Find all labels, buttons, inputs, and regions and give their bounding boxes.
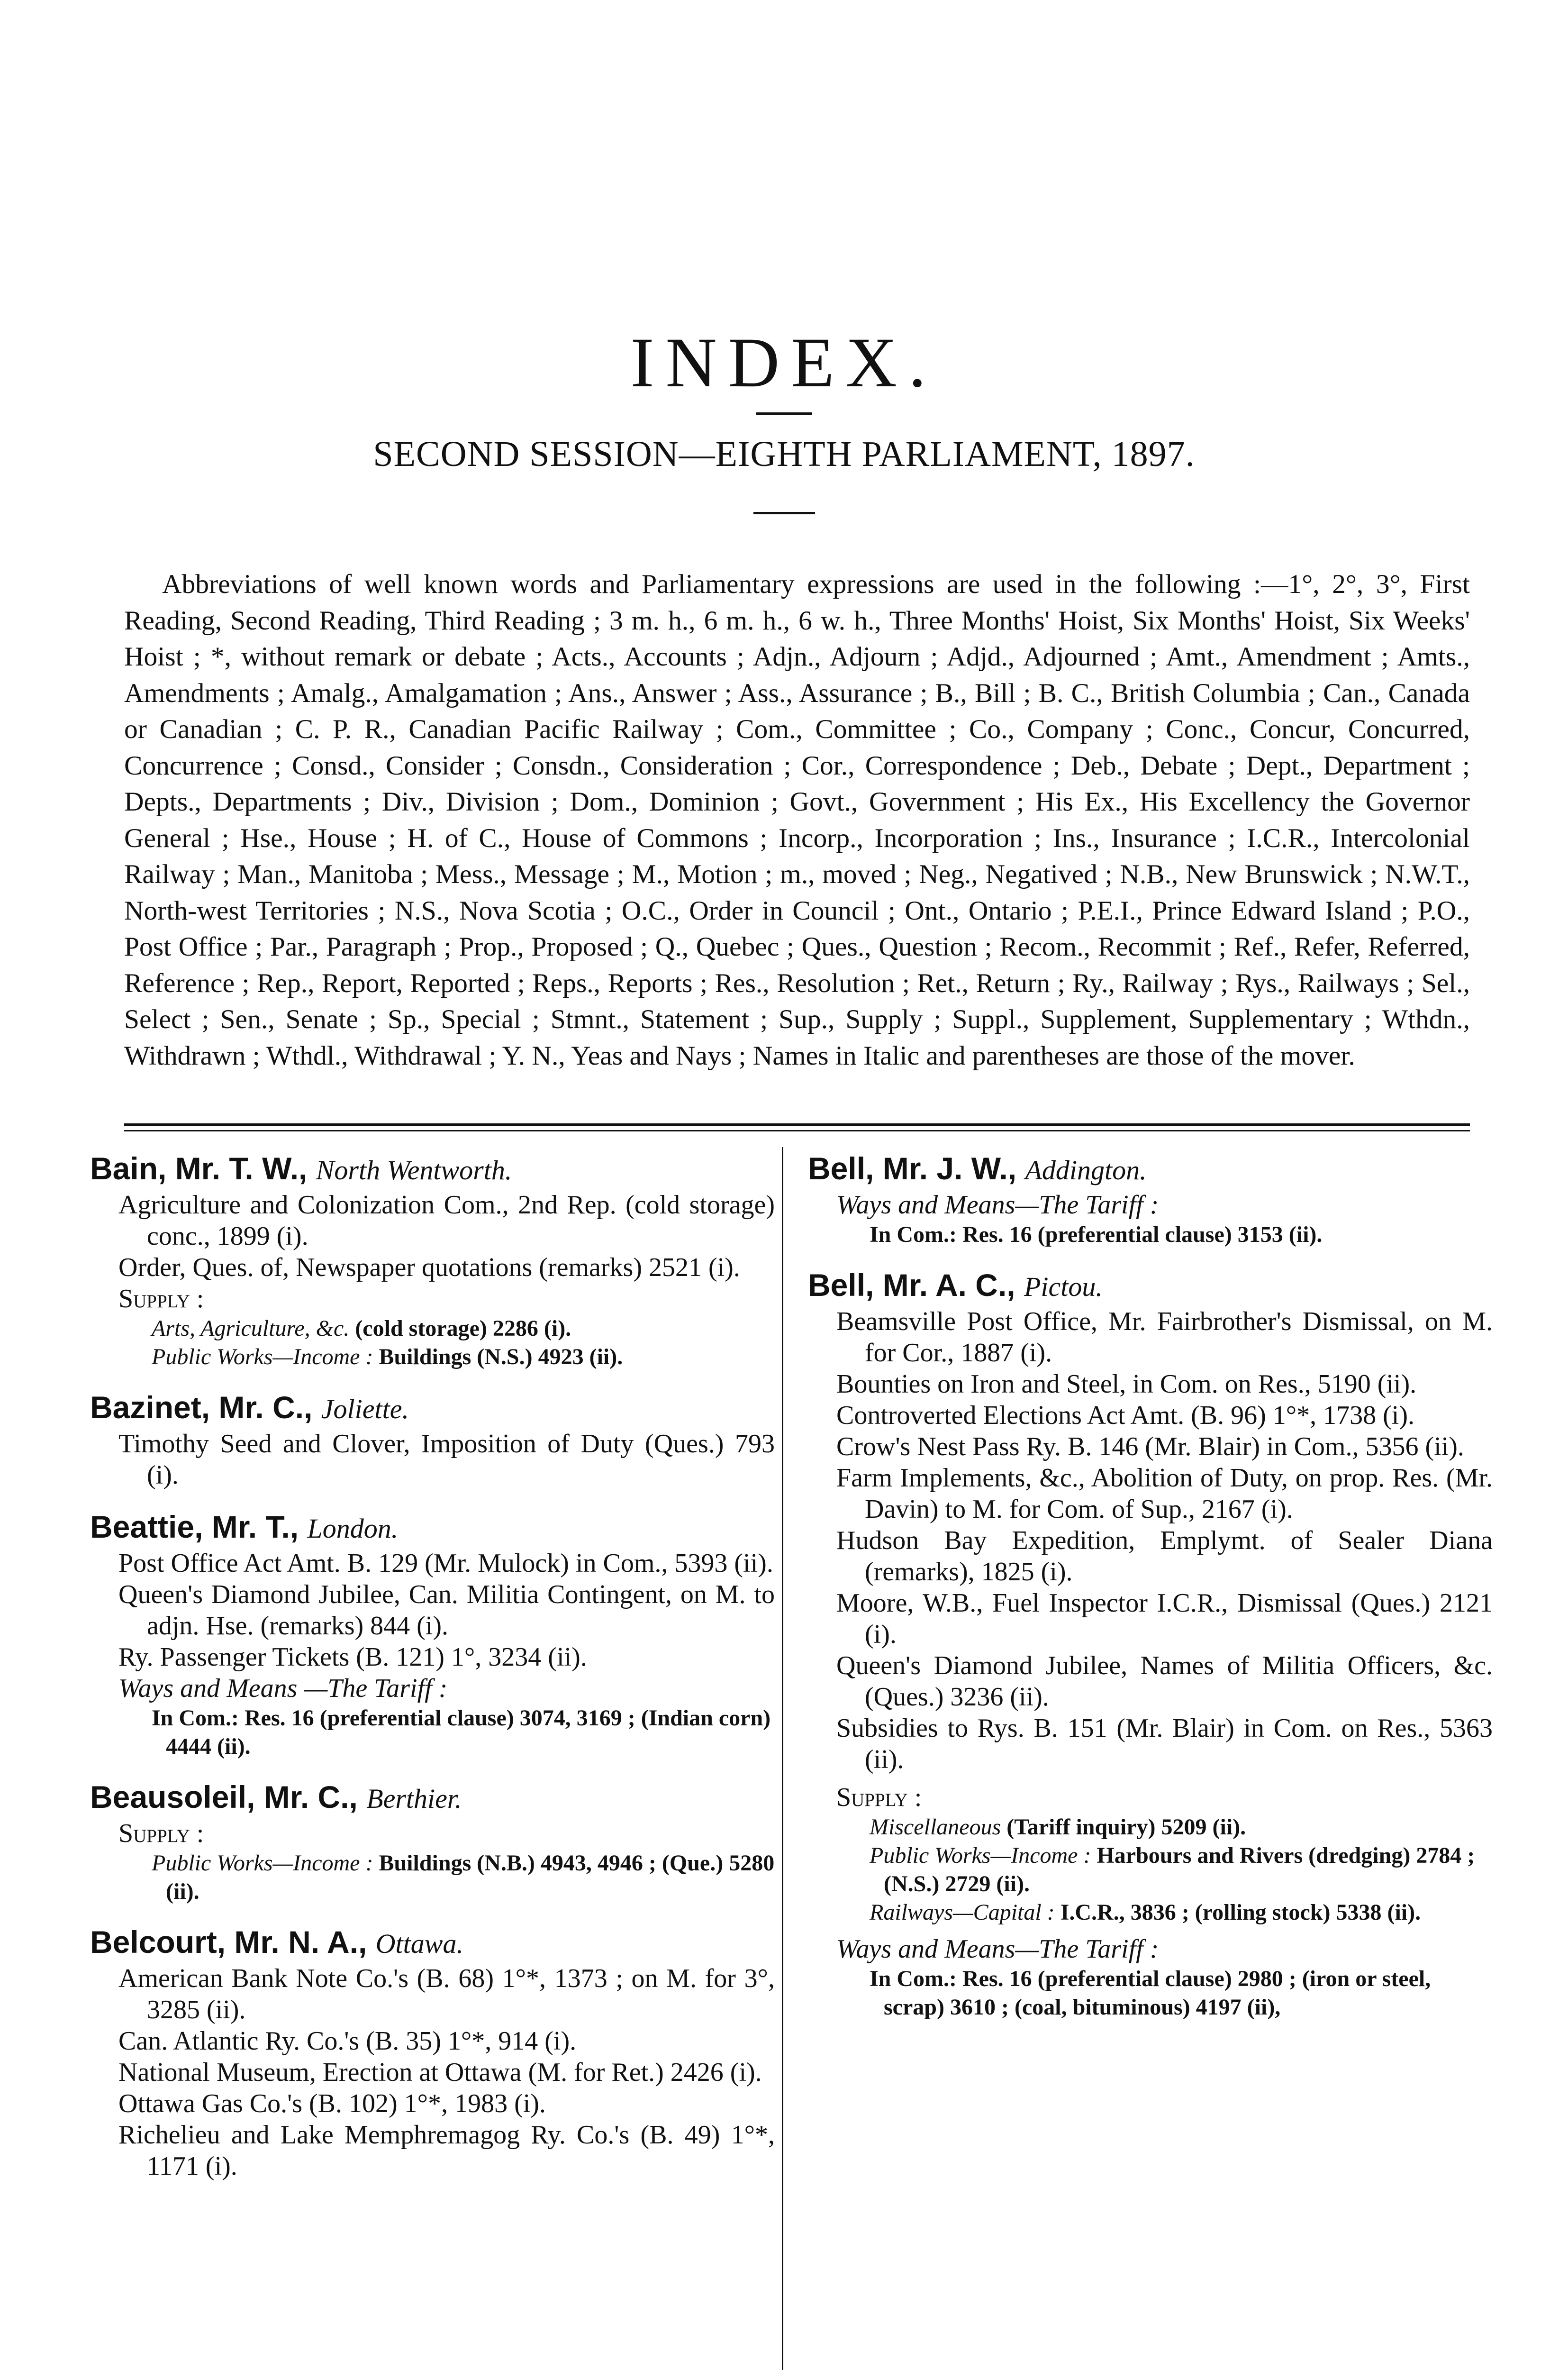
member-riding: Berthier. bbox=[366, 1783, 462, 1814]
ways-and-means-label: Ways and Means—The Tariff : bbox=[836, 1190, 1159, 1220]
index-item: Order, Ques. of, Newspaper quotations (remarks) 2521 (i). bbox=[118, 1253, 740, 1282]
index-item: Ry. Passenger Tickets (B. 121) 1°, 3234 (ii). bbox=[118, 1642, 587, 1672]
index-item: Hudson Bay Expedition, Emplymt. of Sealer Diana (remarks), 1825 (i). bbox=[836, 1526, 1493, 1586]
supply-item bbox=[808, 1898, 1493, 1927]
member-riding: Pictou. bbox=[1024, 1271, 1103, 1302]
abbreviations-paragraph: Abbreviations of well known words and Parliamentary expressions are used in the following :—1°, 2°, 3°, First Reading, Second Reading, Third Reading ; 3 m. h., 6 m. h., 6 w. h., Three Months' Hoist, Six Months' Hoist, Six Weeks' Hoist ; *, without remark or debate ; Acts., Accounts ; Adjn., Adjourn ; Adjd., Adjourned ; Amt., Amendment ; Amts., Amendments ; Amalg., Amalgamation ; Ans., Answer ; Ass., Assurance ; B., Bill ; B. C., British Columbia ; Can., Canada or Canadian ; C. P. R., Canadian Pacific Railway ; Com., Committee ; Co., Company ; Conc., Concur, Concurred, Concurrence ; Consd., Consider ; Consdn., Consideration ; Cor., Correspondence ; Deb., Debate ; Dept., Department ; Depts., Departments ; Div., Division ; Dom., Dominion ; Govt., Government ; His Ex., His Excellency the Governor General ; Hse., House ; H. of C., House of Commons ; Incorp., Incorporation ; Ins., Insurance ; I.C.R., Intercolonial Railway ; Man., Manitoba ; Mess., Message ; M., Motion ; m., moved ; Neg., Negatived ; N.B., New Brunswick ; N.W.T., North-west Territories ; N.S., Nova Scotia ; O.C., Order in Council ; Ont., Ontario ; P.E.I., Prince Edward Island ; P.O., Post Office ; Par., Paragraph ; Prop., Proposed ; Q., Quebec ; Ques., Question ; Recom., Recommit ; Ref., Refer, Referred, Reference ; Rep., Report, Reported ; Reps., Reports ; Res., Resolution ; Ret., Return ; Ry., Railway ; Rys., Railways ; Sel., Select ; Sen., Senate ; Sp., Special ; Stmnt., Statement ; Sup., Supply ; Suppl., Supplement, Supplementary ; Wthdn., Withdrawn ; Wthdl., Withdrawal ; Y. N., Yeas and Nays ; Names in Italic and parentheses are those of the mover. bbox=[124, 569, 1470, 1071]
member-name: Bazinet, Mr. C., bbox=[90, 1390, 313, 1425]
supply-text: (cold storage) 2286 (i). bbox=[355, 1316, 571, 1341]
supply-text: Buildings (N.B.) 4943, 4946 ; (Que.) 5280 (ii). bbox=[166, 1850, 775, 1904]
index-item: Moore, W.B., Fuel Inspector I.C.R., Dismissal (Ques.) 2121 (i). bbox=[836, 1588, 1493, 1649]
member-name: Beattie, Mr. T., bbox=[90, 1509, 299, 1544]
member-riding: Addington. bbox=[1025, 1155, 1147, 1185]
supply-item bbox=[90, 1849, 775, 1906]
supply-text: I.C.R., 3836 ; (rolling stock) 5338 (ii). bbox=[1060, 1900, 1421, 1925]
index-item: Queen's Diamond Jubilee, Can. Militia Contingent, on M. to adjn. Hse. (remarks) 844 (i). bbox=[118, 1580, 775, 1641]
entry-bazinet bbox=[90, 1388, 775, 1491]
supply-head: Public Works—Income : bbox=[152, 1344, 373, 1369]
entry-bell-jw bbox=[808, 1149, 1493, 1249]
index-item: Bounties on Iron and Steel, in Com. on Res., 5190 (ii). bbox=[836, 1369, 1417, 1399]
supply-item bbox=[808, 1841, 1493, 1898]
double-rule-bottom bbox=[124, 1130, 1470, 1131]
supply-text: (Tariff inquiry) 5209 (ii). bbox=[1006, 1814, 1246, 1840]
entry-bain bbox=[90, 1149, 775, 1371]
entry-beattie bbox=[90, 1508, 775, 1761]
member-heading bbox=[90, 1778, 775, 1818]
ways-and-means-text: In Com.: Res. 16 (preferential clause) 2980 ; (iron or steel, scrap) 3610 ; (coal, bituminous) 4197 (ii), bbox=[870, 1966, 1431, 2020]
entry-beausoleil bbox=[90, 1778, 775, 1906]
index-item: Subsidies to Rys. B. 151 (Mr. Blair) in Com. on Res., 5363 (ii). bbox=[836, 1714, 1493, 1774]
member-heading bbox=[808, 1266, 1493, 1306]
ways-and-means-label: Ways and Means—The Tariff : bbox=[836, 1934, 1159, 1964]
entry-bell-ac bbox=[808, 1266, 1493, 2022]
index-item: Timothy Seed and Clover, Imposition of Duty (Ques.) 793 (i). bbox=[118, 1429, 775, 1490]
index-item: Post Office Act Amt. B. 129 (Mr. Mulock) in Com., 5393 (ii). bbox=[118, 1549, 773, 1578]
member-heading bbox=[90, 1923, 775, 1963]
left-column bbox=[90, 1149, 775, 2199]
member-name: Belcourt, Mr. N. A., bbox=[90, 1924, 367, 1960]
member-name: Bain, Mr. T. W., bbox=[90, 1151, 308, 1186]
ways-and-means-text: In Com.: Res. 16 (preferential clause) 3153 (ii). bbox=[870, 1222, 1323, 1247]
member-heading bbox=[90, 1149, 775, 1189]
index-item: Controverted Elections Act Amt. (B. 96) 1°*, 1738 (i). bbox=[836, 1401, 1414, 1430]
member-riding: North Wentworth. bbox=[316, 1155, 512, 1185]
member-riding: London. bbox=[307, 1513, 399, 1544]
index-item: Ottawa Gas Co.'s (B. 102) 1°*, 1983 (i). bbox=[118, 2089, 546, 2118]
supply-head: Railways—Capital : bbox=[870, 1900, 1055, 1925]
supply-label: Supply : bbox=[118, 1284, 204, 1313]
index-item: Richelieu and Lake Memphremagog Ry. Co.'s (B. 49) 1°*, 1171 (i). bbox=[118, 2120, 775, 2181]
member-name: Beausoleil, Mr. C., bbox=[90, 1779, 358, 1814]
right-column bbox=[808, 1149, 1493, 2039]
supply-item bbox=[90, 1314, 775, 1343]
index-item: Can. Atlantic Ry. Co.'s (B. 35) 1°*, 914 (i). bbox=[118, 2026, 577, 2056]
index-item: Farm Implements, &c., Abolition of Duty, on prop. Res. (Mr. Davin) to M. for Com. of Sup., 2167 (i). bbox=[836, 1463, 1493, 1524]
ways-and-means-label: Ways and Means —The Tariff : bbox=[118, 1674, 448, 1703]
member-heading bbox=[808, 1149, 1493, 1189]
double-rule-top bbox=[124, 1123, 1470, 1126]
member-riding: Joliette. bbox=[321, 1394, 409, 1424]
index-item: American Bank Note Co.'s (B. 68) 1°*, 1373 ; on M. for 3°, 3285 (ii). bbox=[118, 1964, 775, 2024]
supply-item bbox=[808, 1813, 1493, 1841]
member-name: Bell, Mr. A. C., bbox=[808, 1267, 1015, 1303]
supply-head: Public Works—Income : bbox=[152, 1850, 373, 1876]
index-item: Queen's Diamond Jubilee, Names of Militia Officers, &c. (Ques.) 3236 (ii). bbox=[836, 1651, 1493, 1712]
index-item: National Museum, Erection at Ottawa (M. for Ret.) 2426 (i). bbox=[118, 2058, 762, 2087]
page-subtitle: SECOND SESSION—EIGHTH PARLIAMENT, 1897. bbox=[373, 434, 1195, 474]
entry-belcourt bbox=[90, 1923, 775, 2182]
column-divider bbox=[782, 1147, 783, 2370]
index-item: Beamsville Post Office, Mr. Fairbrother's Dismissal, on M. for Cor., 1887 (i). bbox=[836, 1307, 1493, 1367]
supply-head: Arts, Agriculture, &c. bbox=[152, 1316, 350, 1341]
member-name: Bell, Mr. J. W., bbox=[808, 1151, 1017, 1186]
index-item: Crow's Nest Pass Ry. B. 146 (Mr. Blair) in Com., 5356 (ii). bbox=[836, 1432, 1464, 1461]
supply-label: Supply : bbox=[836, 1783, 922, 1812]
title-rule bbox=[756, 412, 812, 415]
member-heading bbox=[90, 1388, 775, 1428]
supply-head: Miscellaneous bbox=[870, 1814, 1001, 1840]
supply-text: Harbours and Rivers (dredging) 2784 ; (N.S.) 2729 (ii). bbox=[884, 1843, 1475, 1896]
page-title: INDEX. bbox=[630, 323, 938, 402]
ways-and-means-text: In Com.: Res. 16 (preferential clause) 3074, 3169 ; (Indian corn) 4444 (ii). bbox=[152, 1705, 771, 1759]
supply-item bbox=[90, 1343, 775, 1371]
supply-head: Public Works—Income : bbox=[870, 1843, 1091, 1868]
supply-text: Buildings (N.S.) 4923 (ii). bbox=[379, 1344, 623, 1369]
member-riding: Ottawa. bbox=[375, 1928, 463, 1959]
subtitle-rule bbox=[753, 512, 815, 514]
member-heading bbox=[90, 1508, 775, 1548]
supply-label: Supply : bbox=[118, 1819, 204, 1848]
index-item: Agriculture and Colonization Com., 2nd Rep. (cold storage) conc., 1899 (i). bbox=[118, 1190, 775, 1251]
